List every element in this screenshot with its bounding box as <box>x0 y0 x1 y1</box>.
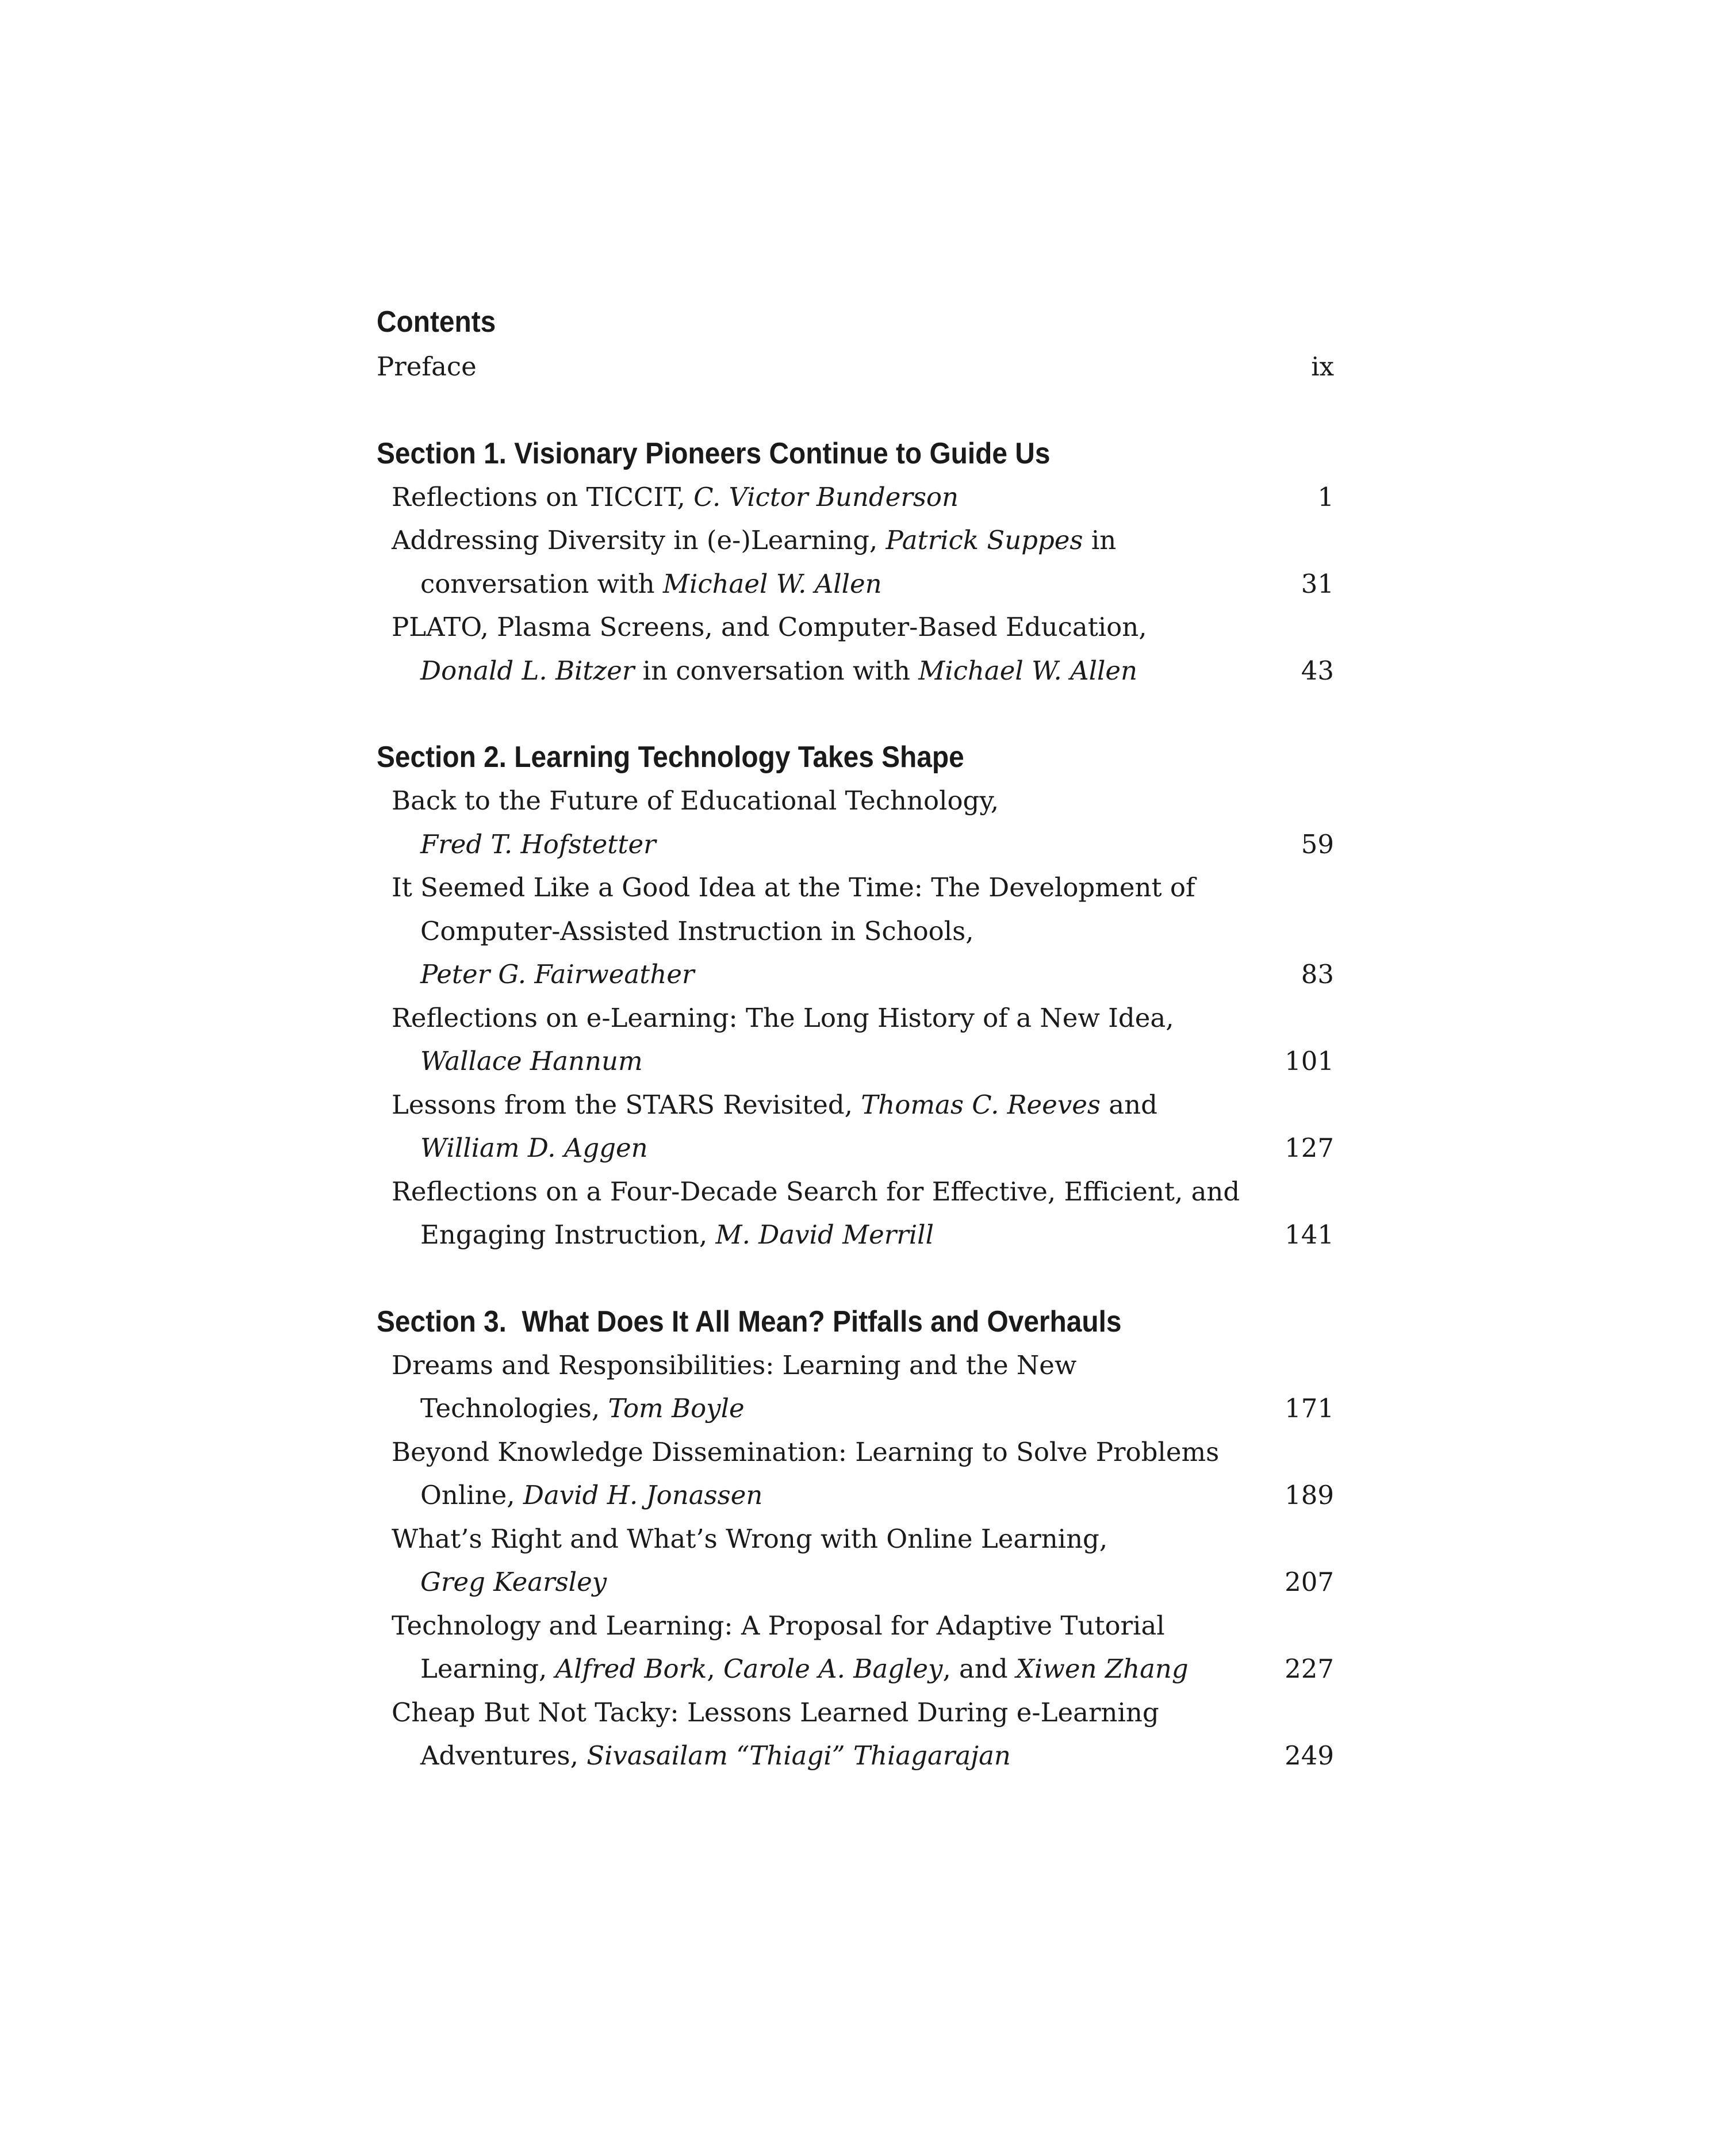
section-heading-2: Section 2. Learning Technology Takes Shape <box>377 741 964 774</box>
title-text: and <box>1100 1089 1157 1120</box>
entry-title-line <box>377 1083 1334 1127</box>
author-name: Sivasailam “Thiagi” Thiagarajan <box>586 1740 1011 1771</box>
entry-title-line <box>377 519 1334 562</box>
page-number: 227 <box>1285 1654 1334 1684</box>
entry-title-line <box>377 1170 1334 1214</box>
toc-entry <box>377 1170 1334 1257</box>
author-name: Carole A. Bagley <box>723 1654 943 1684</box>
entry-continuation-line <box>377 1213 1334 1257</box>
entry-continuation-line <box>377 1647 1334 1691</box>
contents-title: Contents <box>377 305 496 339</box>
page-number: ix <box>1311 351 1334 382</box>
title-text: Engaging Instruction, <box>420 1219 716 1250</box>
toc-entry <box>377 1517 1334 1604</box>
author-name: Thomas C. Reeves <box>861 1089 1101 1120</box>
page-number: 31 <box>1301 568 1334 599</box>
entry-continuation-line <box>377 1126 1334 1170</box>
title-text: Beyond Knowledge Dissemination: Learning to Solve Problems <box>392 1436 1220 1467</box>
author-name: Xiwen Zhang <box>1015 1654 1189 1684</box>
author-name: C. Victor Bunderson <box>693 481 959 512</box>
entry-continuation-line <box>377 649 1334 693</box>
title-text: It Seemed Like a Good Idea at the Time: The Development of <box>392 872 1195 903</box>
author-name: Alfred Bork <box>555 1654 707 1684</box>
title-text: Adventures, <box>420 1740 587 1771</box>
entry-title-line <box>377 1517 1334 1561</box>
author-name: Tom Boyle <box>608 1393 745 1424</box>
toc-entry <box>377 605 1334 692</box>
title-text: Dreams and Responsibilities: Learning and the New <box>392 1349 1077 1380</box>
entry-continuation-line <box>377 1039 1334 1083</box>
section-gap <box>377 389 1334 432</box>
entry-title-line <box>377 779 1334 823</box>
author-name: Peter G. Fairweather <box>420 959 695 989</box>
author-name: M. David Merrill <box>715 1219 934 1250</box>
title-text: Online, <box>420 1480 523 1510</box>
title-text: in conversation with <box>634 655 919 686</box>
toc-entry <box>377 519 1334 605</box>
author-name: Greg Kearsley <box>420 1567 607 1597</box>
title-text: , and <box>942 1654 1016 1684</box>
section-gap <box>377 692 1334 735</box>
entry-title-line <box>377 1344 1334 1387</box>
author-name: Fred T. Hofstetter <box>420 828 656 860</box>
entry-title: Preface <box>377 351 477 382</box>
author-name: Wallace Hannum <box>420 1046 643 1076</box>
table-of-contents <box>377 299 1334 1778</box>
entry-continuation-line <box>377 1560 1334 1604</box>
toc-entry <box>377 1691 1334 1778</box>
page-number: 207 <box>1285 1567 1334 1597</box>
page-number: 83 <box>1301 959 1334 989</box>
author-name: Michael W. Allen <box>662 568 882 599</box>
section-heading-3: Section 3. What Does It All Mean? Pitfalls and Overhauls <box>377 1305 1122 1338</box>
title-text: PLATO, Plasma Screens, and Computer-Based Education, <box>392 612 1147 642</box>
entry-continuation-line <box>377 1387 1334 1430</box>
entry-continuation-line <box>377 910 1334 953</box>
page-number: 43 <box>1301 655 1334 686</box>
title-text: What’s Right and What’s Wrong with Online Learning, <box>392 1523 1108 1554</box>
entry-title-line <box>377 475 1334 519</box>
page-number: 1 <box>1317 481 1334 512</box>
toc-entry <box>377 1430 1334 1517</box>
title-text: in <box>1083 525 1117 555</box>
page-number: 171 <box>1285 1393 1334 1424</box>
toc-entry <box>377 866 1334 996</box>
toc-entry <box>377 1604 1334 1691</box>
entry-title-line <box>377 605 1334 649</box>
entry-continuation-line <box>377 1734 1334 1778</box>
toc-entry <box>377 1344 1334 1430</box>
author-name: Donald L. Bitzer <box>420 655 635 686</box>
toc-sections <box>377 389 1334 1778</box>
title-text: , <box>707 1654 723 1684</box>
entry-title-line <box>377 1430 1334 1474</box>
title-text: Lessons from the STARS Revisited, <box>392 1089 861 1120</box>
title-text: Technologies, <box>420 1393 608 1424</box>
section-heading-1: Section 1. Visionary Pioneers Continue to Guide Us <box>377 436 1051 470</box>
title-text: Reflections on TICCIT, <box>392 481 694 512</box>
page-number: 249 <box>1285 1740 1334 1771</box>
page-number: 59 <box>1301 828 1334 860</box>
entry-title-line <box>377 1604 1334 1648</box>
toc-entry-preface <box>377 345 1334 389</box>
toc-entry <box>377 996 1334 1083</box>
title-text: Learning, <box>420 1654 555 1684</box>
entry-continuation-line <box>377 823 1334 866</box>
entry-continuation-line <box>377 1474 1334 1517</box>
section-gap <box>377 1257 1334 1300</box>
title-text: conversation with <box>420 568 663 599</box>
author-name: David H. Jonassen <box>523 1480 763 1510</box>
title-text: Addressing Diversity in (e-)Learning, <box>392 525 886 555</box>
toc-entry <box>377 475 1334 519</box>
title-text: Reflections on a Four-Decade Search for Effective, Efficient, and <box>392 1176 1240 1207</box>
title-text: Back to the Future of Educational Technology, <box>392 785 999 816</box>
entry-continuation-line <box>377 953 1334 996</box>
entry-title-line <box>377 866 1334 910</box>
page-number: 189 <box>1285 1480 1334 1510</box>
title-text: Technology and Learning: A Proposal for Adaptive Tutorial <box>392 1610 1165 1641</box>
toc-entry <box>377 779 1334 866</box>
author-name: William D. Aggen <box>420 1133 648 1163</box>
author-name: Michael W. Allen <box>918 655 1137 686</box>
author-name: Patrick Suppes <box>885 525 1083 555</box>
entry-title-line <box>377 996 1334 1040</box>
page-number: 127 <box>1285 1133 1334 1163</box>
page-number: 101 <box>1285 1046 1334 1076</box>
entry-title-line <box>377 1691 1334 1735</box>
title-text: Cheap But Not Tacky: Lessons Learned During e-Learning <box>392 1697 1159 1728</box>
title-text: Reflections on e-Learning: The Long History of a New Idea, <box>392 1002 1174 1033</box>
title-text: Computer-Assisted Instruction in Schools, <box>420 915 974 946</box>
page-number: 141 <box>1285 1219 1334 1250</box>
toc-entry <box>377 1083 1334 1170</box>
entry-continuation-line <box>377 562 1334 606</box>
